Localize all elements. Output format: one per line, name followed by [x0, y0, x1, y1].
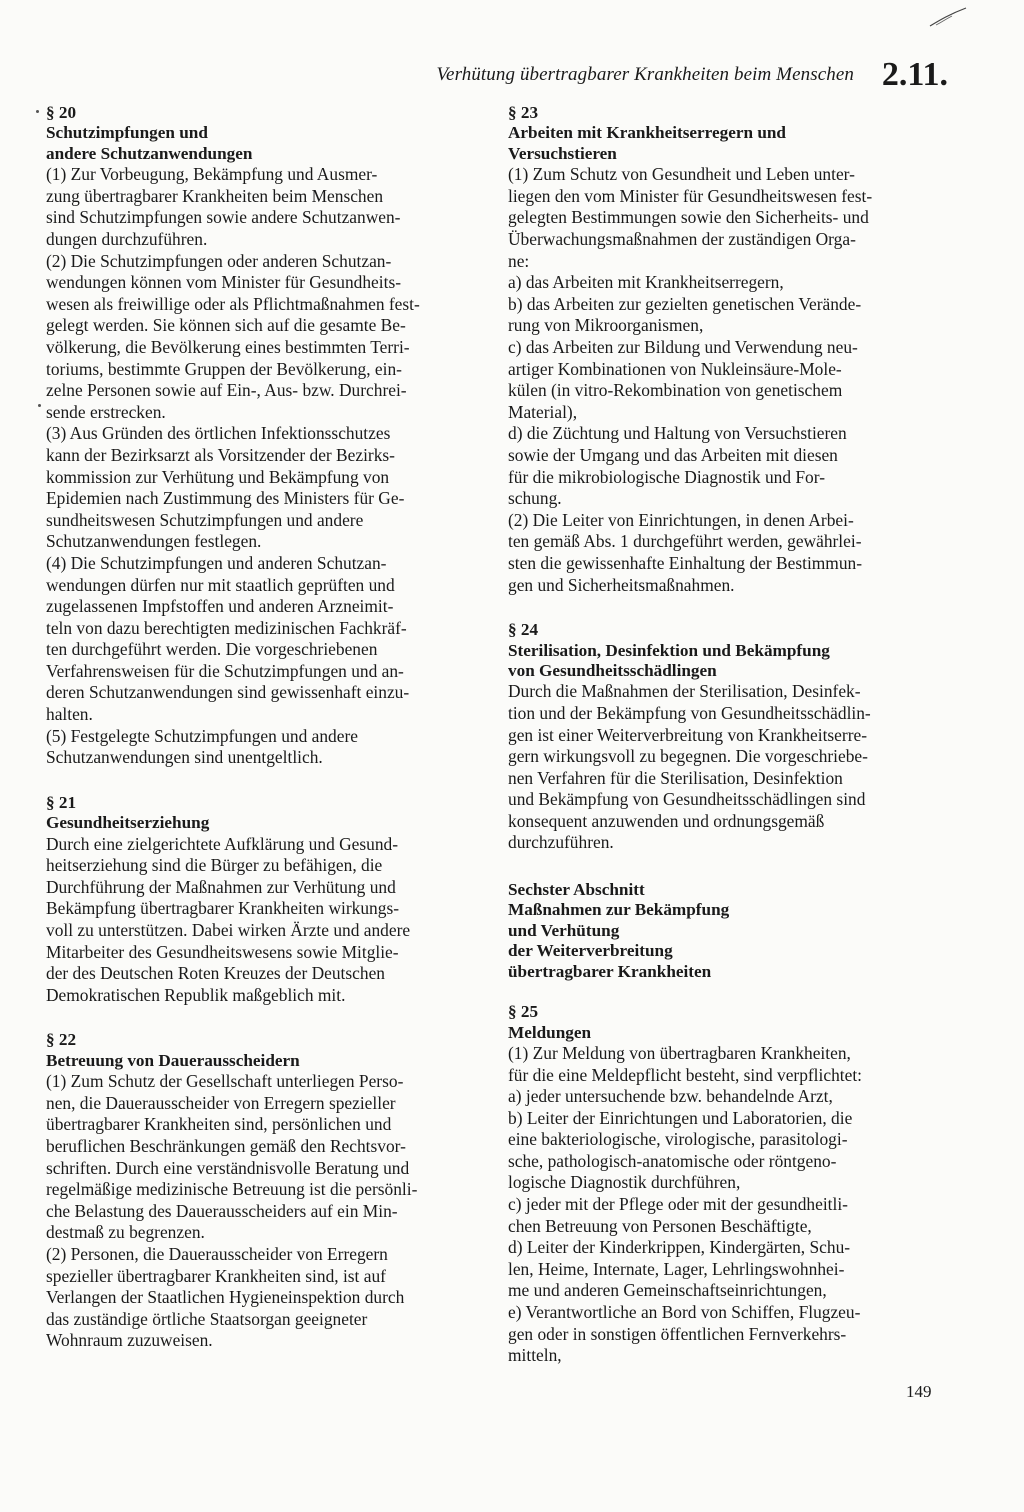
text-line: e) Verantwortliche an Bord von Schiffen, Flugzeu- — [508, 1302, 861, 1323]
text-line: ne: — [508, 250, 530, 271]
text-line: Schutzanwendungen festlegen. — [46, 531, 262, 552]
section-title-line: Arbeiten mit Krankheitserregern und — [508, 123, 786, 143]
section-number: § 23 — [508, 103, 539, 122]
text-line: nen Verfahren für die Sterilisation, Desinfektion — [508, 767, 843, 788]
text-line: tion und der Bekämpfung von Gesundheitsschädlin- — [508, 702, 871, 723]
text-line: Durchführung der Maßnahmen zur Verhütung und — [46, 876, 396, 897]
text-line: (1) Zum Schutz der Gesellschaft unterliegen Perso- — [46, 1071, 404, 1092]
text-line: Wohnraum zuzuweisen. — [46, 1330, 213, 1351]
text-line: durchzuführen. — [508, 832, 614, 853]
text-line: heitserziehung sind die Bürger zu befähigen, die — [46, 855, 383, 876]
chapter-heading-line: Maßnahmen zur Bekämpfung — [508, 900, 730, 920]
section-number: § 25 — [508, 1002, 539, 1022]
section — [46, 1030, 476, 1352]
text-line: d) die Züchtung und Haltung von Versuchstieren — [508, 423, 847, 444]
text-line: c) das Arbeiten zur Bildung und Verwendung neu- — [508, 336, 858, 357]
text-line: (1) Zum Schutz von Gesundheit und Leben unter- — [508, 164, 855, 185]
text-line: ten gemäß Abs. 1 durchgeführt werden, gewährlei- — [508, 531, 862, 552]
paragraph — [508, 681, 940, 854]
text-line: sche, pathologisch-anatomische oder röntgeno- — [508, 1150, 837, 1171]
text-line: beruflichen Beschränkungen gemäß den Rechtsvor- — [46, 1136, 406, 1156]
text-line: sowie der Umgang und das Arbeiten mit diesen — [508, 444, 838, 465]
text-line: d) Leiter der Kinderkrippen, Kindergärten, Schu- — [508, 1237, 851, 1258]
paragraph — [46, 251, 476, 424]
section-title-line: Schutzimpfungen und — [46, 123, 208, 143]
section-title — [508, 1023, 940, 1043]
chapter-number: 2.11. — [881, 56, 948, 93]
pen-mark-icon — [928, 6, 968, 28]
text-line: toriums, bestimmte Gruppen der Bevölkerung, ein- — [46, 358, 402, 379]
text-line: (2) Die Schutzimpfungen oder anderen Schutzan- — [46, 250, 392, 271]
text-line: kann der Bezirksarzt als Vorsitzender der Bezirks- — [46, 444, 395, 465]
section-title-line: andere Schutzanwendungen — [46, 143, 253, 163]
text-line: gen und Sicherheitsmaßnahmen. — [508, 574, 735, 595]
text-line: für die mikrobiologische Diagnostik und For- — [508, 466, 825, 487]
text-line: für die eine Meldepflicht besteht, sind verpflichtet: — [508, 1064, 862, 1085]
text-line: gen ist einer Weiterverbreitung von Krankheitserre- — [508, 724, 867, 745]
section-title — [46, 123, 476, 164]
text-line: gern wirkungsvoll zu begegnen. Die vorgeschriebe- — [508, 746, 868, 767]
text-line: rung von Mikroorganismen, — [508, 315, 704, 336]
text-line: Demokratischen Republik maßgeblich mit. — [46, 984, 346, 1005]
text-line: a) jeder untersuchende bzw. behandelnde Arzt, — [508, 1086, 833, 1107]
left-column — [46, 103, 476, 1352]
chapter-heading-line: übertragbarer Krankheiten — [508, 961, 712, 981]
text-line: chen Betreuung von Personen Beschäftigte, — [508, 1215, 812, 1236]
paragraph — [46, 1071, 476, 1244]
section — [508, 103, 940, 596]
text-line: Schutzanwendungen sind unentgeltlich. — [46, 747, 323, 768]
paragraph — [46, 834, 476, 1007]
paragraph — [508, 510, 940, 596]
paragraph — [46, 423, 476, 553]
text-line: Epidemien nach Zustimmung des Ministers für Ge- — [46, 488, 405, 509]
text-line: voll zu unterstützen. Dabei wirken Ärzte und andere — [46, 920, 411, 941]
text-line: Material), — [508, 401, 578, 422]
text-line: schung. — [508, 488, 562, 509]
text-line: (2) Die Leiter von Einrichtungen, in denen Arbei- — [508, 509, 854, 530]
text-line: artiger Kombinationen von Nukleinsäure-Mole- — [508, 358, 842, 379]
text-line: logische Diagnostik durchführen, — [508, 1172, 741, 1193]
text-line: spezieller übertragbarer Krankheiten sind, ist auf — [46, 1265, 386, 1286]
text-line: zugelassenen Impfstoffen und anderen Arzneimit- — [46, 596, 394, 617]
page-header — [0, 56, 1024, 96]
text-line: Bekämpfung übertragbarer Krankheiten wirkungs- — [46, 898, 400, 919]
text-line: b) Leiter der Einrichtungen und Laboratorien, die — [508, 1107, 853, 1128]
text-line: len, Heime, Internate, Lager, Lehrlingswohnhei- — [508, 1258, 845, 1279]
text-line: a) das Arbeiten mit Krankheitserregern, — [508, 272, 784, 293]
text-line: Verlangen der Staatlichen Hygieneinspektion durch — [46, 1287, 405, 1308]
text-line: (2) Personen, die Dauerausscheider von Erregern — [46, 1243, 388, 1264]
text-line: regelmäßige medizinische Betreuung ist die persönli- — [46, 1179, 418, 1200]
scan-speck — [36, 110, 39, 113]
section-title-line: Gesundheitserziehung — [46, 813, 210, 833]
chapter-heading — [508, 880, 940, 982]
text-line: schriften. Durch eine verständnisvolle Beratung und — [46, 1157, 410, 1178]
text-line: c) jeder mit der Pflege oder mit der gesundheitli- — [508, 1194, 848, 1215]
text-line: ten durchgeführt werden. Die vorgeschriebenen — [46, 639, 378, 660]
chapter-heading-line: Sechster Abschnitt — [508, 880, 645, 900]
text-line: kommission zur Verhütung und Bekämpfung von — [46, 466, 390, 487]
text-line: sende erstrecken. — [46, 401, 166, 422]
paragraph — [508, 164, 940, 510]
text-line: zelne Personen sowie auf Ein-, Aus- bzw. Durchrei- — [46, 380, 407, 401]
text-line: wesen als freiwillige oder als Pflichtmaßnahmen fest- — [46, 293, 420, 314]
text-line: (5) Festgelegte Schutzimpfungen und andere — [46, 725, 358, 746]
text-line: Durch eine zielgerichtete Aufklärung und Gesund- — [46, 833, 399, 854]
text-line: das zuständige örtliche Staatsorgan geeigneter — [46, 1308, 368, 1329]
running-title: Verhütung übertragbarer Krankheiten beim Menschen — [436, 64, 854, 85]
text-line: Mitarbeiter des Gesundheitswesens sowie Mitglie- — [46, 941, 399, 962]
text-line: b) das Arbeiten zur gezielten genetischen Verände- — [508, 293, 862, 314]
section-title-line: Sterilisation, Desinfektion und Bekämpfung — [508, 640, 830, 660]
text-line: teln von dazu berechtigten medizinischen Fachkräf- — [46, 617, 407, 638]
section-title — [508, 123, 940, 164]
text-line: der des Deutschen Roten Kreuzes der Deutschen — [46, 963, 385, 984]
text-line: gen oder in sonstigen öffentlichen Fernverkehrs- — [508, 1323, 847, 1344]
text-line: und Bekämpfung von Gesundheitsschädlingen sind — [508, 789, 866, 810]
text-line: destmaß zu begrenzen. — [46, 1222, 205, 1243]
paragraph — [46, 553, 476, 726]
text-line: eine bakteriologische, virologische, parasitologi- — [508, 1129, 848, 1150]
section-title-line: Versuchstieren — [508, 143, 617, 163]
section-title-line: von Gesundheitsschädlingen — [508, 660, 717, 680]
section — [46, 103, 476, 769]
text-line: halten. — [46, 704, 93, 725]
right-column — [508, 103, 940, 1367]
text-line: deren Schutzanwendungen sind gewissenhaft einzu- — [46, 682, 410, 703]
text-line: Verfahrensweisen für die Schutzimpfungen und an- — [46, 660, 404, 681]
chapter-heading-line: der Weiterverbreitung — [508, 941, 673, 961]
text-line: che Belastung des Dauerausscheiders auf ein Min- — [46, 1200, 398, 1221]
text-line: Durch die Maßnahmen der Sterilisation, Desinfek- — [508, 681, 861, 702]
text-line: Überwachungsmaßnahmen der zuständigen Orga- — [508, 229, 856, 249]
text-line: wendungen können vom Minister für Gesundheits- — [46, 272, 401, 293]
text-line: me und anderen Gemeinschaftseinrichtungen, — [508, 1280, 827, 1301]
text-line: nen, die Dauerausscheider von Erregern spezieller — [46, 1092, 396, 1113]
text-line: zung übertragbarer Krankheiten beim Menschen — [46, 185, 384, 206]
text-line: gelegten Bestimmungen sowie den Sicherheits- und — [508, 207, 869, 228]
text-line: liegen den vom Minister für Gesundheitswesen fest- — [508, 185, 873, 206]
text-line: sind Schutzimpfungen sowie andere Schutzanwen- — [46, 207, 401, 228]
chapter-heading-line: und Verhütung — [508, 920, 620, 940]
text-line: külen (in vitro-Rekombination von genetischem — [508, 380, 843, 401]
section-number: § 21 — [46, 792, 77, 812]
text-line: konsequent anzuwenden und ordnungsgemäß — [508, 810, 825, 831]
paragraph — [46, 164, 476, 250]
section-number: § 24 — [508, 620, 539, 640]
text-line: übertragbarer Krankheiten sind, persönlichen und — [46, 1114, 392, 1135]
paragraph — [508, 1043, 940, 1367]
section — [46, 793, 476, 1007]
section-title — [508, 641, 940, 682]
section — [508, 620, 940, 854]
text-line: (4) Die Schutzimpfungen und anderen Schutzan- — [46, 552, 387, 573]
text-line: wendungen dürfen nur mit staatlich geprüften und — [46, 574, 395, 595]
section-title-line: Betreuung von Dauerausscheidern — [46, 1050, 300, 1070]
text-line: sundheitswesen Schutzimpfungen und andere — [46, 509, 364, 530]
scan-speck — [38, 404, 41, 407]
paragraph — [46, 726, 476, 769]
text-line: (1) Zur Meldung von übertragbaren Krankheiten, — [508, 1042, 851, 1063]
page-number: 149 — [906, 1382, 932, 1401]
text-line: gelegt werden. Sie können sich auf die gesamte Be- — [46, 315, 406, 336]
text-line: (1) Zur Vorbeugung, Bekämpfung und Ausmer- — [46, 164, 378, 185]
section-number: § 20 — [46, 103, 77, 122]
text-line: völkerung, die Bevölkerung eines bestimmten Terri- — [46, 336, 410, 357]
paragraph — [46, 1244, 476, 1352]
section-title-line: Meldungen — [508, 1022, 592, 1042]
section — [508, 1002, 940, 1367]
text-line: sten die gewissenhafte Einhaltung der Bestimmun- — [508, 552, 863, 573]
text-line: mitteln, — [508, 1345, 562, 1366]
text-line: dungen durchzuführen. — [46, 229, 208, 249]
section-title — [46, 1051, 476, 1071]
section-title — [46, 813, 476, 833]
text-line: (3) Aus Gründen des örtlichen Infektionsschutzes — [46, 423, 391, 444]
section-number: § 22 — [46, 1030, 77, 1050]
